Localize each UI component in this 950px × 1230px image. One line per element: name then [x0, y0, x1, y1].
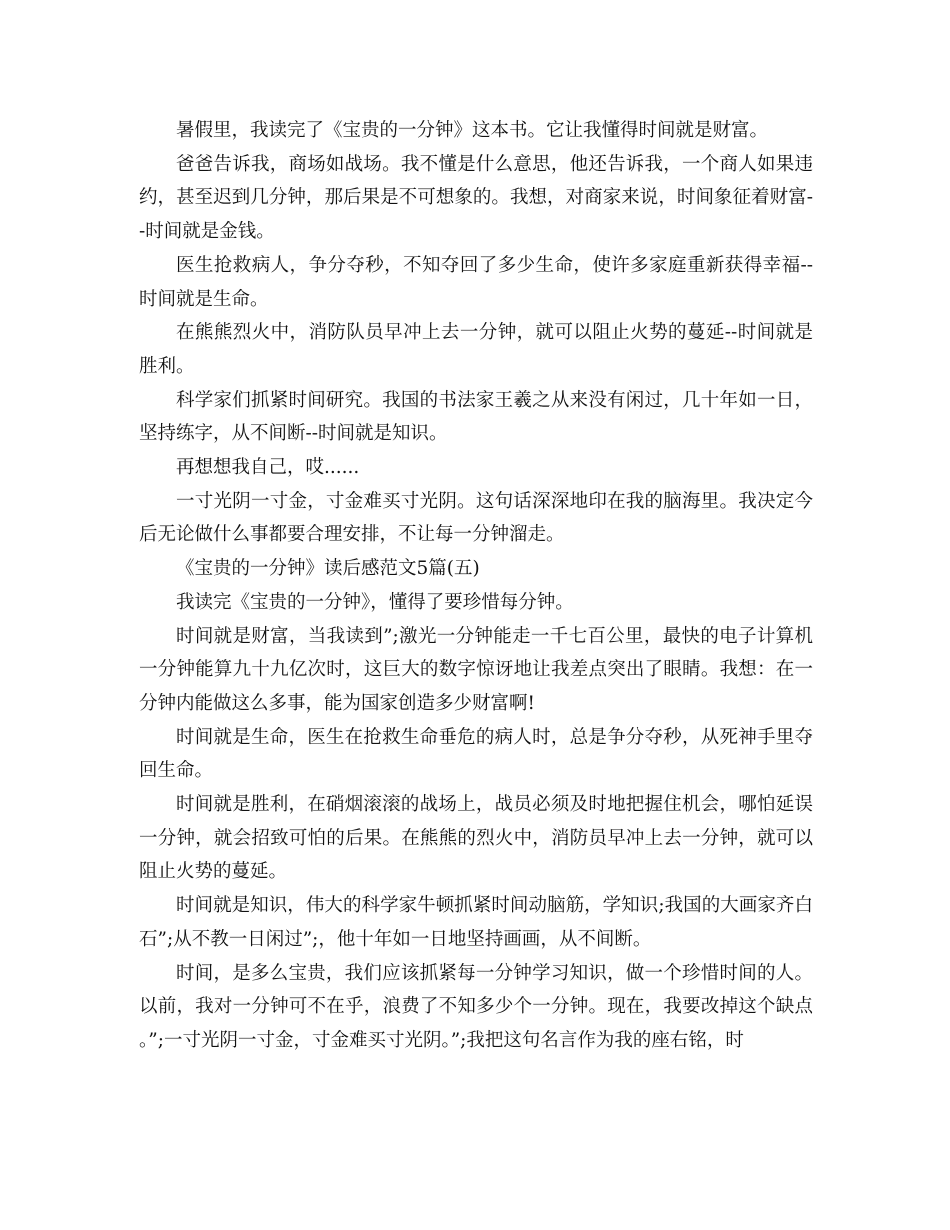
paragraph: 时间就是胜利，在硝烟滚滚的战场上，战员必须及时地把握住机会，哪怕延误一分钟，就会招致可怕的后果。在熊熊的烈火中，消防员早冲上去一分钟，就可以阻止火势的蔓延。 [139, 794, 813, 883]
paragraph: 时间就是知识，伟大的科学家牛顿抓紧时间动脑筋，学知识;我国的大画家齐白石”;从不教一日闲过”;，他十年如一日地坚持画画，从不间断。 [139, 895, 813, 950]
paragraph: 医生抢救病人，争分夺秒，不知夺回了多少生命，使许多家庭重新获得幸福--时间就是生命。 [139, 254, 813, 310]
paragraph: 一寸光阴一寸金，寸金难买寸光阴。这句话深深地印在我的脑海里。我决定今后无论做什么事都要合理安排，不让每一分钟溜走。 [139, 490, 813, 546]
paragraph: 再想想我自己，哎...... [176, 457, 360, 479]
paragraph: 时间就是生命，医生在抢救生命垂危的病人时，总是争分夺秒，从死神手里夺回生命。 [139, 726, 813, 782]
document-body [139, 114, 813, 1058]
paragraph: 爸爸告诉我，商场如战场。我不懂是什么意思，他还告诉我，一个商人如果违约，甚至迟到几分钟，那后果是不可想象的。我想，对商家来说，时间象征着财富--时间就是金钱。 [139, 153, 813, 243]
paragraph: 我读完《宝贵的一分钟》，懂得了要珍惜每分钟。 [176, 591, 574, 613]
paragraph: 时间，是多么宝贵，我们应该抓紧每一分钟学习知识，做一个珍惜时间的人。以前，我对一分钟可不在乎，浪费了不知多少个一分钟。现在，我要改掉这个缺点。”;一寸光阴一寸金，寸金难买寸光阴。”;我把这句名言作为我的座右铭，时 [139, 962, 813, 1051]
paragraph: 时间就是财富，当我读到”;激光一分钟能走一千七百公里，最快的电子计算机一分钟能算九十九亿次时，这巨大的数字惊讶地让我差点突出了眼睛。我想：在一分钟内能做这么多事，能为国家创造多少财富啊! [139, 625, 813, 714]
paragraph: 暑假里，我读完了《宝贵的一分钟》这本书。它让我懂得时间就是财富。 [176, 120, 769, 141]
section-heading: 《宝贵的一分钟》读后感范文5篇(五) [176, 558, 480, 580]
paragraph: 在熊熊烈火中，消防队员早冲上去一分钟，就可以阻止火势的蔓延--时间就是胜利。 [139, 322, 813, 377]
paragraph: 科学家们抓紧时间研究。我国的书法家王羲之从来没有闲过，几十年如一日，坚持练字，从不间断--时间就是知识。 [139, 389, 813, 445]
